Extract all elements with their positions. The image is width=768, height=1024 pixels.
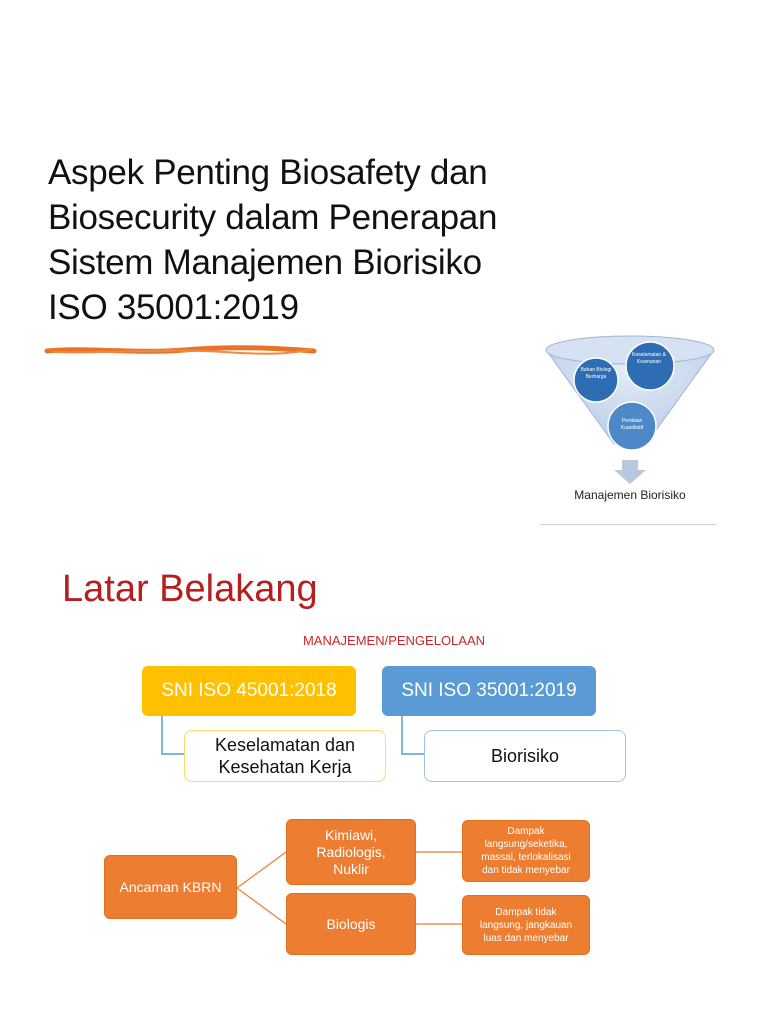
branch-1-line-1: Kimiawi, bbox=[324, 826, 378, 843]
impact-2-line-1: Dampak tidak bbox=[495, 906, 557, 918]
impact-1-line-3: massal, terlokalisasi bbox=[481, 852, 571, 863]
impact-chemical bbox=[462, 820, 590, 882]
standard-iso35001-scope: Biorisiko bbox=[424, 730, 626, 782]
standard-iso45001: SNI ISO 45001:2018 bbox=[142, 666, 356, 716]
impact-1-line-1: Dampak bbox=[507, 826, 545, 837]
scope-line-2: Kesehatan Kerja bbox=[218, 757, 352, 777]
branch-1-line-3: Nuklir bbox=[333, 860, 369, 877]
funnel-circle-1-label: Bahan Biologi Berharga bbox=[580, 367, 612, 380]
threat-branch-chemical bbox=[286, 819, 416, 885]
title-line-2: Biosecurity dalam Penerapan bbox=[48, 198, 498, 237]
impact-2-line-3: luas dan menyebar bbox=[483, 932, 569, 944]
funnel-caption: Manajemen Biorisiko bbox=[574, 488, 686, 502]
standard-iso35001: SNI ISO 35001:2019 bbox=[382, 666, 596, 716]
funnel-circle-2-label: Keselamatan & Keamanan bbox=[632, 352, 666, 365]
threat-root: Ancaman KBRN bbox=[104, 855, 237, 919]
funnel-circle-3-label: Penilaian Kuantitatif bbox=[620, 418, 644, 431]
section-title: Latar Belakang bbox=[62, 568, 318, 610]
impact-biological bbox=[462, 895, 590, 955]
threat-branch-biological: Biologis bbox=[286, 893, 416, 955]
impact-1-line-4: dan tidak menyebar bbox=[482, 865, 570, 876]
title-line-4: ISO 35001:2019 bbox=[48, 288, 299, 327]
management-label: MANAJEMEN/PENGELOLAAN bbox=[302, 633, 486, 648]
scope-line-1: Keselamatan dan bbox=[214, 735, 356, 755]
title-line-1: Aspek Penting Biosafety dan bbox=[48, 153, 488, 192]
branch-1-line-2: Radiologis, bbox=[316, 843, 386, 860]
impact-2-line-2: langsung, jangkauan bbox=[479, 919, 573, 931]
impact-1-line-2: langsung/seketika, bbox=[484, 839, 568, 850]
title-line-3: Sistem Manajemen Biorisiko bbox=[48, 243, 482, 282]
